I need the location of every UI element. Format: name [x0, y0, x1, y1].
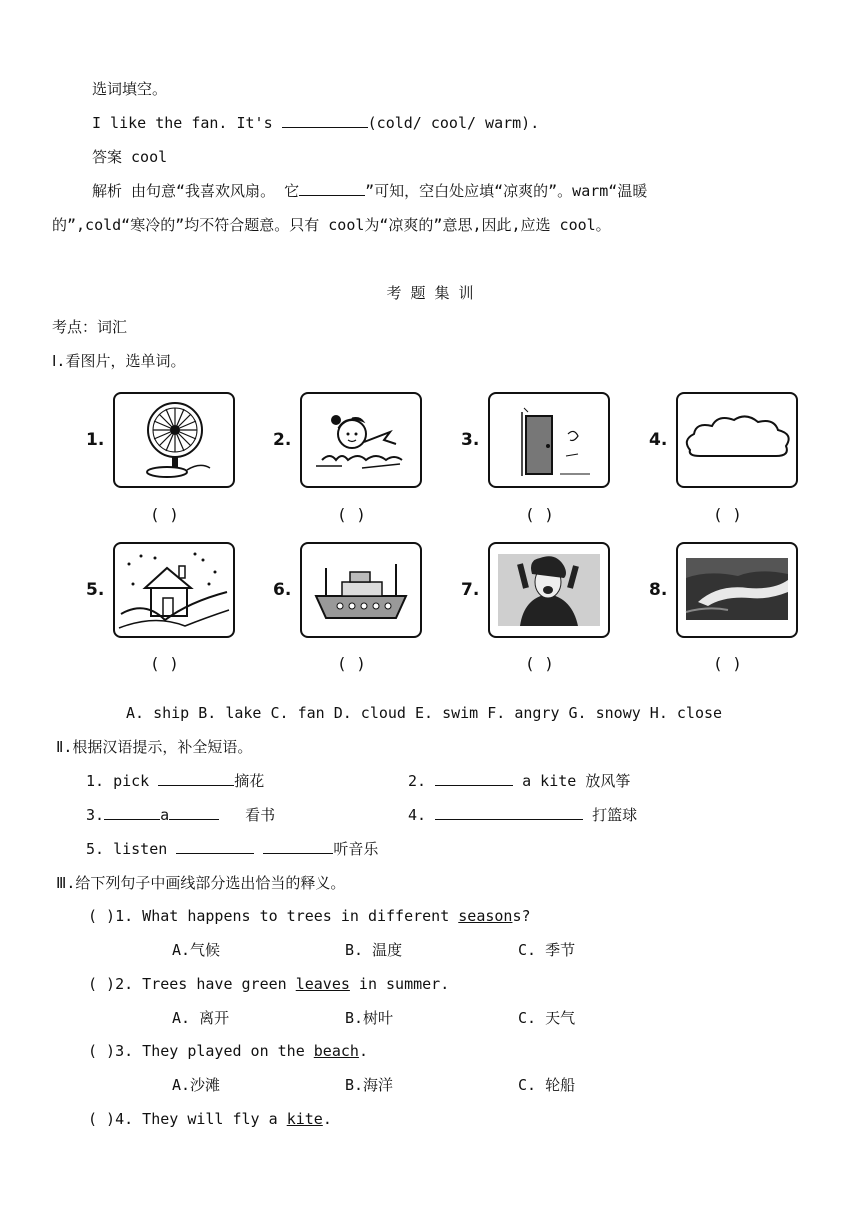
phrase-5-blank-1: [176, 839, 254, 854]
phrase-3: [86, 804, 275, 826]
option-a: A. 离开: [172, 1009, 230, 1027]
question-2: [88, 973, 449, 995]
intro-answer: 答案 cool: [92, 148, 168, 166]
part1-heading: Ⅰ.看图片，选单词。: [52, 352, 186, 370]
answer-paren: ( ): [150, 505, 179, 524]
item-number: 6.: [273, 580, 292, 600]
question-3: [88, 1040, 368, 1062]
answer-paren: ( ): [525, 505, 554, 524]
phrase-1-pre: 1. pick: [86, 772, 159, 790]
phrase-2-blank: [435, 771, 513, 786]
phrase-5-hint: 听音乐: [333, 840, 379, 858]
underlined-word: kite: [286, 1110, 323, 1128]
phrase-1-hint: 摘花: [234, 772, 265, 790]
item-number: 4.: [649, 430, 668, 450]
intro-sentence-post: (cold/ cool/ warm).: [367, 114, 540, 132]
phrase-1: [86, 770, 264, 792]
intro-analysis-line2: 的”,cold“寒冷的”均不符合题意。只有 cool为“凉爽的”意思,因此,应选 cool。: [52, 216, 611, 234]
question-text: 4. They will fly a: [115, 1110, 287, 1128]
topic-label: 考点：词汇: [52, 318, 128, 336]
question-paren: ( ): [88, 1042, 116, 1060]
door-icon: [488, 392, 610, 488]
question-text-end: in summer.: [349, 975, 450, 993]
phrase-5-pre: 5. listen: [86, 840, 177, 858]
option-b: B.树叶: [345, 1009, 394, 1027]
phrase-4: [408, 804, 637, 826]
answer-paren: ( ): [337, 505, 366, 524]
question-paren: ( ): [88, 907, 116, 925]
option-b: B.海洋: [345, 1076, 394, 1094]
item-number: 1.: [86, 430, 105, 450]
option-c: C. 天气: [518, 1009, 576, 1027]
item-number: 8.: [649, 580, 668, 600]
analysis-post: ”可知，空白处应填“凉爽的”。warm“温暖: [365, 182, 648, 200]
option-b: B. 温度: [345, 941, 403, 959]
question-text: 2. Trees have green: [115, 975, 296, 993]
phrase-4-pre: 4.: [408, 806, 436, 824]
intro-analysis-line1: [92, 180, 647, 202]
option-a: A.沙滩: [172, 1076, 221, 1094]
phrase-2: [408, 770, 630, 792]
phrase-4-blank: [435, 805, 583, 820]
answer-paren: ( ): [337, 654, 366, 673]
lake-photo-icon: [676, 542, 798, 638]
answer-paren: ( ): [150, 654, 179, 673]
phrase-3-blank-1: [104, 805, 160, 820]
underlined-word: season: [458, 907, 513, 925]
item-number: 3.: [461, 430, 480, 450]
question-1: [88, 905, 531, 927]
phrase-2-hint: a kite 放风筝: [513, 772, 631, 790]
phrase-3-num: 3.: [86, 806, 105, 824]
word-options: A. ship B. lake C. fan D. cloud E. swim F. angry G. snowy H. close: [126, 704, 723, 722]
underlined-word: leaves: [295, 975, 350, 993]
answer-blank: [282, 113, 368, 128]
snowy-house-icon: [113, 542, 235, 638]
question-text-end: .: [322, 1110, 332, 1128]
section-title: 考 题 集 训: [386, 284, 474, 302]
analysis-pre: 解析 由句意“我喜欢风扇。 它: [92, 182, 300, 200]
answer-paren: ( ): [713, 505, 742, 524]
question-text-end: .: [358, 1042, 368, 1060]
answer-paren: ( ): [713, 654, 742, 673]
part2-heading: Ⅱ.根据汉语提示，补全短语。: [56, 738, 253, 756]
phrase-4-hint: 打篮球: [583, 806, 638, 824]
intro-heading: 选词填空。: [92, 80, 168, 98]
option-c: C. 轮船: [518, 1076, 576, 1094]
intro-sentence-pre: I like the fan. It's: [92, 114, 282, 132]
angry-person-icon: [488, 542, 610, 638]
phrase-3-mid: a: [160, 806, 170, 824]
question-paren: ( ): [88, 975, 116, 993]
part3-heading: Ⅲ.给下列句子中画线部分选出恰当的释义。: [56, 874, 346, 892]
underlined-word: beach: [313, 1042, 359, 1060]
phrase-5: [86, 838, 378, 860]
analysis-blank: [299, 181, 365, 196]
question-text: 3. They played on the: [115, 1042, 314, 1060]
item-number: 7.: [461, 580, 480, 600]
item-number: 2.: [273, 430, 292, 450]
option-c: C. 季节: [518, 941, 576, 959]
question-text: 1. What happens to trees in different: [115, 907, 459, 925]
intro-sentence: [92, 112, 539, 134]
answer-paren: ( ): [525, 654, 554, 673]
cloud-icon: [676, 392, 798, 488]
fan-icon: [113, 392, 235, 488]
swimming-girl-icon: [300, 392, 422, 488]
phrase-3-blank-2: [169, 805, 219, 820]
option-a: A.气候: [172, 941, 221, 959]
phrase-2-pre: 2.: [408, 772, 436, 790]
phrase-3-hint: 看书: [245, 806, 276, 824]
question-4: [88, 1108, 332, 1130]
question-paren: ( ): [88, 1110, 116, 1128]
item-number: 5.: [86, 580, 105, 600]
phrase-5-blank-2: [263, 839, 333, 854]
ship-icon: [300, 542, 422, 638]
question-text-end: s?: [512, 907, 531, 925]
phrase-1-blank: [158, 771, 234, 786]
